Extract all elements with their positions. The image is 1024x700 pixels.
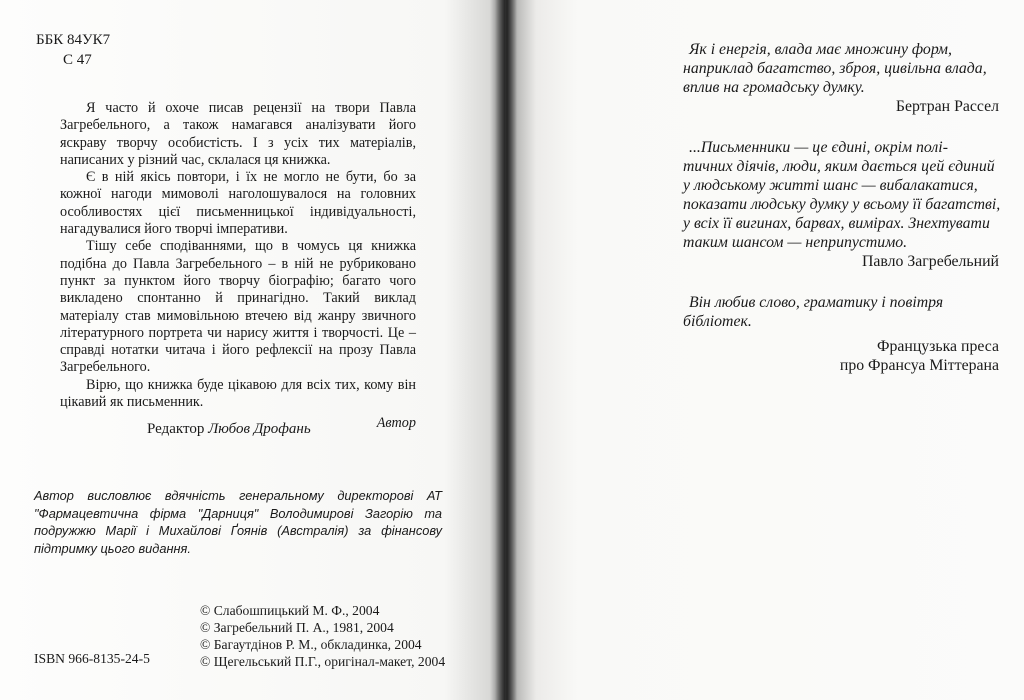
isbn: ISBN 966-8135-24-5 — [34, 651, 150, 666]
author-mark: С 47 — [63, 52, 92, 68]
preface-signature: Автор — [376, 415, 416, 432]
epigraph-author — [683, 252, 999, 271]
quote-line: у людському житті шанс — вибалакатися, — [683, 177, 978, 194]
preface-paragraph: Я часто й охоче писав рецензії на твори Павла Загребельного, а також намагався аналізувати його яскраву творчу особистість. І з усіх тих матеріалів, написаних у різний час, склалася ця книжка. — [60, 100, 416, 168]
quote-line: показати людську думку у всьому її багатстві, — [683, 196, 1001, 213]
epigraph-quote — [683, 138, 999, 252]
quote-line: вплив на громадську думку. — [683, 79, 865, 96]
author-line: Французька преса — [876, 338, 999, 355]
editor-credit — [147, 421, 311, 438]
quote-line: наприклад багатство, зброя, цивільна влада, — [683, 60, 987, 77]
epigraph — [683, 293, 999, 375]
epigraphs — [683, 40, 999, 397]
quote-line: таким шансом — неприпустимо. — [683, 234, 908, 251]
copyright-line: © Багаутдінов Р. М., обкладинка, 2004 — [200, 637, 422, 652]
epigraph-author — [683, 337, 999, 375]
preface-paragraph: Вірю, що книжка буде цікавою для всіх тих, кому він цікавий як письменник. — [60, 376, 416, 411]
bbk-line: ББК 84УК7 — [36, 32, 111, 48]
epigraph — [683, 138, 999, 271]
epigraph-quote — [683, 293, 999, 331]
copyright-line: © Слабошпицький М. Ф., 2004 — [200, 603, 380, 618]
quote-line: у всіх її вигинах, барвах, вимірах. Знехтувати — [683, 215, 990, 232]
epigraph-quote — [683, 40, 999, 97]
preface — [60, 100, 416, 433]
preface-paragraph: Є в ній якісь повтори, і їх не могло не бути, бо за кожної нагоди мимоволі наголошувалося на головних особливостях цієї письменницької індивідуальності, нагадувалися його творчі імперативи. — [60, 169, 416, 238]
preface-paragraph: Тішу себе сподіваннями, що в чомусь ця книжка подібна до Павла Загребельного – в ній не рубриковано пункт за пунктом його творчу біографію; багато чого викладено спонтанно й принагідно. Такий виклад матеріалу став мимовільною втечею від жанру звичного літературного портрета чи нарису життя і творчості. Це – справді нотатки читача і його рефлексії на прозу Павла Загребельного. — [60, 238, 416, 376]
bbk-classification — [36, 30, 110, 70]
book-gutter-shadow — [495, 0, 517, 700]
quote-line: Він любив слово, граматику і повітря — [689, 294, 944, 311]
copyright-line: © Щегельський П.Г., оригінал-макет, 2004 — [200, 654, 446, 669]
editor-name: Любов Дрофань — [208, 421, 311, 437]
author-line: про Франсуа Міттерана — [839, 357, 999, 374]
editor-label: Редактор — [147, 421, 205, 437]
left-page — [0, 0, 505, 700]
acknowledgement: Автор висловлює вдячність генеральному директорові АТ "Фармацевтична фірма "Дарниця" Володимирові Загорію та подружжю Марії і Михайлові Ґоянів (Австралія) за фінансову підтримку цього видання. — [34, 488, 442, 556]
quote-line: ...Письменники — це єдині, окрім полі- — [689, 139, 948, 156]
copyright-line: © Загребельний П. А., 1981, 2004 — [200, 620, 394, 635]
copyright-notices — [200, 602, 445, 670]
quote-line: Як і енергія, влада має множину форм, — [689, 41, 952, 58]
author-line: Бертран Рассел — [895, 98, 999, 115]
quote-line: бібліотек. — [683, 313, 752, 330]
author-line: Павло Загребельний — [861, 253, 999, 270]
epigraph-author — [683, 97, 999, 116]
quote-line: тичних діячів, люди, яким дається цей єдиний — [683, 158, 995, 175]
epigraph — [683, 40, 999, 116]
